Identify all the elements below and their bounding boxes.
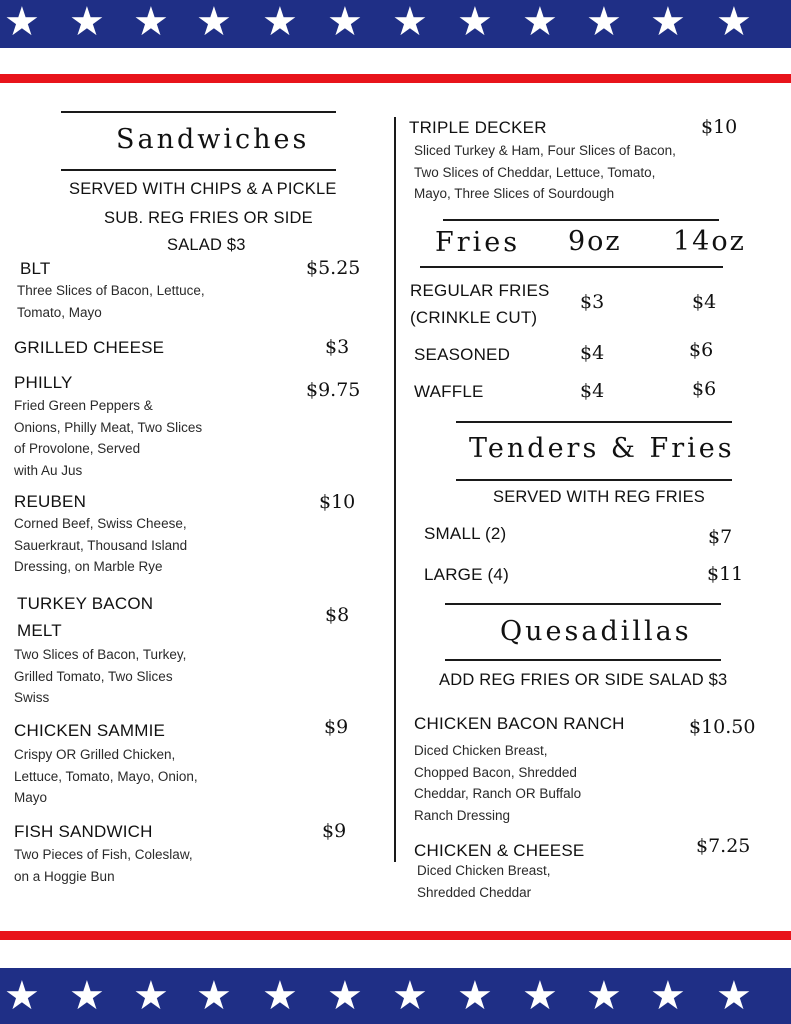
star-icon: ★ xyxy=(716,973,752,1019)
quesadillas-subtitle: ADD REG FRIES OR SIDE SALAD $3 xyxy=(439,671,728,689)
price-14oz: $6 xyxy=(689,339,714,361)
item-description: Two Pieces of Fish, Coleslaw, on a Hoggie Bun xyxy=(14,847,193,884)
item-price: $9.75 xyxy=(306,379,361,401)
star-icon: ★ xyxy=(4,973,40,1019)
star-icon: ★ xyxy=(262,973,298,1019)
star-icon: ★ xyxy=(457,973,493,1019)
tenders-rule-top xyxy=(456,421,732,423)
fries-size-9oz: 9oz xyxy=(568,226,622,257)
fries-rule-top xyxy=(443,219,719,221)
sandwiches-rule-top xyxy=(61,111,336,113)
star-icon: ★ xyxy=(586,973,622,1019)
star-icon: ★ xyxy=(327,0,363,45)
quesadillas-heading: Quesadillas xyxy=(500,616,692,647)
item-name: GRILLED CHEESE xyxy=(14,338,165,357)
item-description: Crispy OR Grilled Chicken, Lettuce, Tomato, Mayo, Onion, Mayo xyxy=(14,747,198,805)
sandwiches-subtitle-line: SUB. REG FRIES OR SIDE xyxy=(104,209,313,227)
item-name: SMALL (2) xyxy=(424,524,507,543)
price-9oz: $4 xyxy=(580,380,605,402)
star-icon: ★ xyxy=(133,973,169,1019)
item-description: Diced Chicken Breast, Shredded Cheddar xyxy=(417,863,551,900)
item-name: PHILLY xyxy=(14,373,73,392)
top-red-stripe xyxy=(0,74,791,83)
star-icon: ★ xyxy=(69,0,105,45)
item-name: LARGE (4) xyxy=(424,565,509,584)
star-icon: ★ xyxy=(133,0,169,45)
item-name: CHICKEN SAMMIE xyxy=(14,721,166,740)
star-icon: ★ xyxy=(522,973,558,1019)
sandwiches-subtitle-line: SERVED WITH CHIPS & A PICKLE xyxy=(69,180,337,198)
item-price: $10 xyxy=(701,116,738,138)
item-name: REGULAR FRIES xyxy=(410,281,550,300)
tenders-heading: Tenders & Fries xyxy=(469,433,735,464)
item-name: SEASONED xyxy=(414,345,511,364)
star-icon: ★ xyxy=(196,0,232,45)
item-price: $5.25 xyxy=(306,257,361,279)
item-name: WAFFLE xyxy=(414,382,484,401)
star-icon: ★ xyxy=(716,0,752,45)
sandwiches-rule-bottom xyxy=(61,169,336,171)
star-icon: ★ xyxy=(4,0,40,45)
item-name: FISH SANDWICH xyxy=(14,822,153,841)
item-price: $3 xyxy=(325,336,350,358)
top-star-band xyxy=(0,0,791,48)
item-name: TRIPLE DECKER xyxy=(409,118,547,137)
sandwiches-heading: Sandwiches xyxy=(116,124,310,155)
item-description: Sliced Turkey & Ham, Four Slices of Bacon, Two Slices of Cheddar, Lettuce, Tomato, Mayo, Three Slices of Sourdough xyxy=(414,143,676,201)
star-icon: ★ xyxy=(650,973,686,1019)
tenders-subtitle: SERVED WITH REG FRIES xyxy=(493,488,706,506)
star-icon: ★ xyxy=(457,0,493,45)
item-name: MELT xyxy=(17,621,62,640)
item-price: $11 xyxy=(707,563,744,585)
star-icon: ★ xyxy=(392,0,428,45)
item-name: CHICKEN & CHEESE xyxy=(414,841,585,860)
star-icon: ★ xyxy=(327,973,363,1019)
star-icon: ★ xyxy=(522,0,558,45)
item-name: (CRINKLE CUT) xyxy=(410,308,538,327)
quesadillas-rule-top xyxy=(445,603,721,605)
item-description: Corned Beef, Swiss Cheese, Sauerkraut, Thousand Island Dressing, on Marble Rye xyxy=(14,516,188,574)
price-14oz: $6 xyxy=(692,378,717,400)
fries-size-14oz: 14oz xyxy=(673,226,746,257)
star-icon: ★ xyxy=(196,973,232,1019)
item-name: TURKEY BACON xyxy=(17,594,154,613)
star-icon: ★ xyxy=(262,0,298,45)
item-price: $9 xyxy=(322,820,347,842)
price-9oz: $4 xyxy=(580,342,605,364)
tenders-rule-bottom xyxy=(456,479,732,481)
star-icon: ★ xyxy=(69,973,105,1019)
price-14oz: $4 xyxy=(692,291,717,313)
item-name: CHICKEN BACON RANCH xyxy=(414,714,625,733)
bottom-star-band xyxy=(0,968,791,1024)
item-description: Diced Chicken Breast, Chopped Bacon, Shredded Cheddar, Ranch OR Buffalo Ranch Dressing xyxy=(414,743,582,823)
price-9oz: $3 xyxy=(580,291,605,313)
fries-rule-bottom xyxy=(420,266,723,268)
column-divider xyxy=(394,117,396,862)
sandwiches-subtitle-line: SALAD $3 xyxy=(167,236,246,254)
quesadillas-rule-bottom xyxy=(445,659,721,661)
item-price: $7 xyxy=(708,526,733,548)
star-icon: ★ xyxy=(650,0,686,45)
item-description: Two Slices of Bacon, Turkey, Grilled Tomato, Two Slices Swiss xyxy=(14,647,187,705)
item-name: BLT xyxy=(20,259,51,278)
item-description: Fried Green Peppers & Onions, Philly Meat, Two Slices of Provolone, Served with Au Jus xyxy=(14,398,203,478)
star-icon: ★ xyxy=(586,0,622,45)
item-price: $10.50 xyxy=(689,716,756,738)
item-name: REUBEN xyxy=(14,492,87,511)
item-price: $9 xyxy=(324,716,349,738)
fries-heading: Fries xyxy=(435,227,521,258)
item-description: Three Slices of Bacon, Lettuce, Tomato, Mayo xyxy=(17,283,205,320)
item-price: $7.25 xyxy=(696,835,751,857)
bottom-red-stripe xyxy=(0,931,791,940)
item-price: $10 xyxy=(319,491,356,513)
star-icon: ★ xyxy=(392,973,428,1019)
item-price: $8 xyxy=(325,604,350,626)
